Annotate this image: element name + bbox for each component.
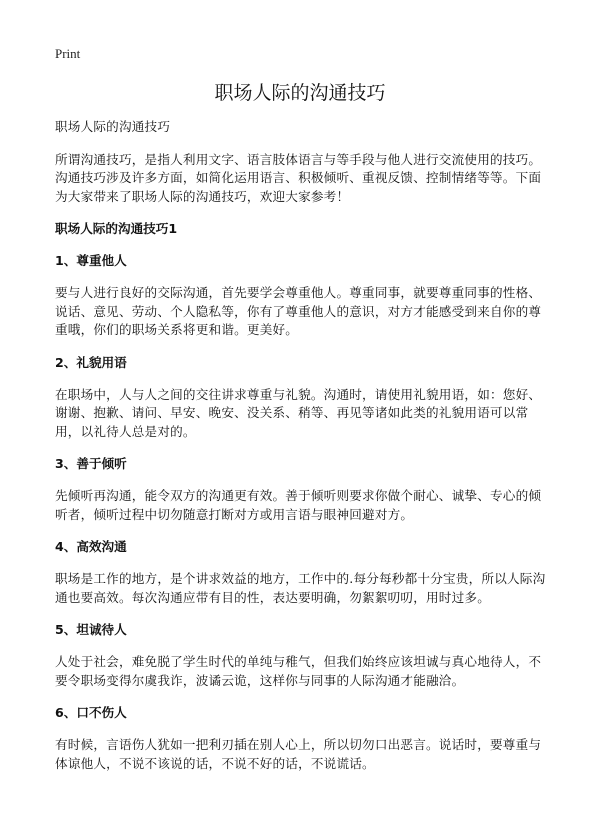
tip-body-5: 人处于社会，难免脱了学生时代的单纯与稚气，但我们始终应该坦诚与真心地待人，不要令职场变得尔虞我诈，波谲云诡，这样你与同事的人际沟通才能融洽。 — [55, 654, 542, 688]
article-subtitle: 职场人际的沟通技巧 — [55, 119, 171, 134]
tip-body-4: 职场是工作的地方，是个讲求效益的地方，工作中的.每分每秒都十分宝贵，所以人际沟通也要高效。每次沟通应带有目的性，表达要明确，勿絮絮叨叨，用时过多。 — [55, 571, 546, 605]
intro-paragraph: 所谓沟通技巧，是指人利用文字、语言肢体语言与等手段与他人进行交流使用的技巧。沟通技巧涉及许多方面，如简化运用语言、积极倾听、重视反馈、控制情绪等等。下面为大家带来了职场人际的沟通技巧，欢迎大家参考！ — [55, 151, 542, 204]
tip-heading-4: 4、高效沟通 — [55, 539, 127, 554]
tip-heading-6: 6、口不伤人 — [55, 705, 127, 720]
tip-body-3: 先倾听再沟通，能令双方的沟通更有效。善于倾听则要求你做个耐心、诚挚、专心的倾听者，倾听过程中切勿随意打断对方或用言语与眼神回避对方。 — [55, 488, 542, 522]
tip-heading-3: 3、善于倾听 — [55, 456, 127, 471]
tip-heading-5: 5、坦诚待人 — [55, 622, 127, 637]
tip-heading-1: 1、尊重他人 — [55, 253, 127, 268]
page-title: 职场人际的沟通技巧 — [214, 82, 386, 104]
tip-body-2: 在职场中，人与人之间的交往讲求尊重与礼貌。沟通时，请使用礼貌用语，如：您好、谢谢、抱歉、请问、早安、晚安、没关系、稍等、再见等诸如此类的礼貌用语可以常用，以礼待人总是对的。 — [55, 386, 542, 439]
print-link[interactable]: Print — [55, 46, 81, 61]
article-body — [55, 118, 552, 787]
tip-body-1: 要与人进行良好的交际沟通，首先要学会尊重他人。尊重同事，就要尊重同事的性格、说话、意见、劳动、个人隐私等，你有了尊重他人的意识，对方才能感受到来自你的尊重哦，你们的职场关系将更和谐。更美好。 — [55, 285, 542, 337]
section-heading: 职场人际的沟通技巧1 — [55, 221, 178, 236]
tip-body-6: 有时候，言语伤人犹如一把利刃插在别人心上，所以切勿口出恶言。说话时，要尊重与体谅他人，不说不该说的话，不说不好的话，不说谎话。 — [55, 737, 542, 771]
tip-heading-2: 2、礼貌用语 — [55, 354, 127, 370]
